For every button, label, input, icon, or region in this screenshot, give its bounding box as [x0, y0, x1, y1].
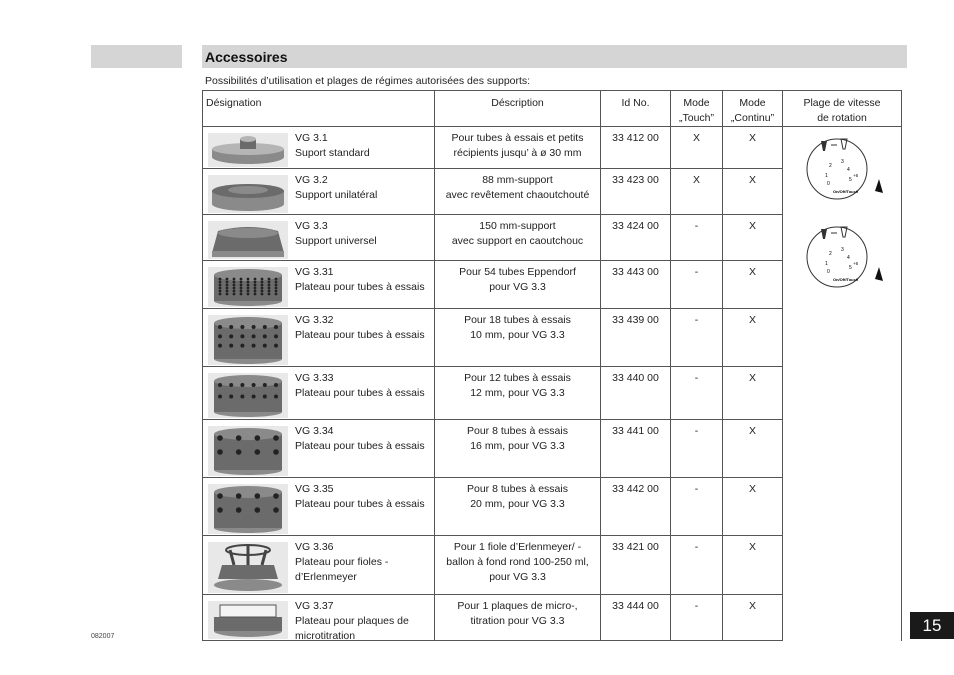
accessory-name-2: d’Erlenmeyer — [295, 571, 357, 583]
accessory-code: VG 3.31 — [295, 266, 334, 278]
mode-touch-cell: - — [671, 367, 723, 420]
accessory-name: Suport standard — [295, 147, 370, 159]
margin-bar — [91, 45, 182, 68]
id-cell: 33 421 00 — [601, 536, 671, 595]
description-cell — [435, 595, 601, 641]
dial-tick-label: 5 — [849, 177, 852, 183]
table-row — [203, 215, 902, 261]
mode-continu-line1: Mode — [739, 97, 766, 109]
dial-max-label: +6 — [853, 173, 859, 178]
mode-touch-cell: - — [671, 309, 723, 367]
accessory-code: VG 3.37 — [295, 600, 334, 612]
description-cell — [435, 169, 601, 215]
dial-tick-label: 1 — [825, 260, 828, 267]
table-row — [203, 127, 902, 169]
table-header-row — [203, 91, 902, 127]
mode-continu-cell: X — [723, 536, 783, 595]
dial-max-label: +6 — [853, 260, 859, 266]
accessory-desc-2: avec revêtement chaoutchouté — [445, 189, 590, 201]
designation-cell — [203, 127, 435, 169]
speed-line1: Plage de vitesse — [803, 97, 881, 109]
id-cell: 33 442 00 — [601, 478, 671, 536]
accessory-name: Support unilatéral — [295, 189, 378, 201]
col-header-description: Déscription — [435, 91, 601, 127]
accessory-name-2: microtitration — [295, 630, 356, 642]
accessory-desc-1: Pour 54 tubes Eppendorf — [459, 266, 576, 278]
page-title: Accessoires — [205, 49, 288, 65]
designation-cell — [203, 169, 435, 215]
designation-cell — [203, 595, 435, 641]
accessory-name: Plateau pour tubes à essais — [295, 498, 425, 510]
designation-cell — [203, 367, 435, 420]
accessory-desc-2: titration pour VG 3.3 — [470, 615, 565, 627]
id-cell: 33 440 00 — [601, 367, 671, 420]
accessory-name: Support universel — [295, 235, 377, 247]
mode-continu-cell: X — [723, 127, 783, 169]
mode-continu-cell: X — [723, 595, 783, 641]
mode-touch-cell: - — [671, 536, 723, 595]
page-subtitle: Possibilités d’utilisation et plages de régimes autorisées des supports: — [205, 75, 531, 87]
mode-touch-cell: X — [671, 169, 723, 215]
mode-touch-line2: „Touch” — [678, 112, 714, 124]
dial-tick-label: 2 — [829, 163, 832, 169]
accessories-table — [202, 90, 902, 641]
id-cell: 33 424 00 — [601, 215, 671, 261]
dial-tick-label: 4 — [847, 254, 850, 261]
dial-tick-label: 0 — [827, 268, 830, 275]
accessory-image — [208, 601, 288, 644]
accessory-code: VG 3.35 — [295, 483, 334, 495]
dial-tick-label: 0 — [827, 181, 830, 187]
col-header-id: Id No. — [601, 91, 671, 127]
accessory-desc-1: Pour 1 plaques de micro-, — [457, 600, 578, 612]
accessory-image — [208, 373, 288, 423]
dial-tick-label: 1 — [825, 173, 828, 179]
accessory-name: Plateau pour tubes à essais — [295, 281, 425, 293]
mode-continu-cell: X — [723, 261, 783, 309]
designation-cell — [203, 536, 435, 595]
mode-touch-cell: - — [671, 261, 723, 309]
mode-touch-line1: Mode — [683, 97, 710, 109]
accessory-code: VG 3.3 — [295, 220, 328, 232]
description-cell — [435, 261, 601, 309]
mode-touch-cell: - — [671, 478, 723, 536]
description-cell — [435, 127, 601, 169]
id-cell: 33 439 00 — [601, 309, 671, 367]
dial-tick-label: 3 — [841, 246, 844, 253]
speed-range-cell — [783, 127, 902, 215]
dial-tick-label: 3 — [841, 159, 844, 165]
mode-continu-cell: X — [723, 367, 783, 420]
accessory-code: VG 3.32 — [295, 314, 334, 326]
description-cell — [435, 309, 601, 367]
accessory-name: Plateau pour tubes à essais — [295, 329, 425, 341]
id-cell: 33 444 00 — [601, 595, 671, 641]
accessory-desc-1: 150 mm-support — [479, 220, 556, 232]
description-cell — [435, 536, 601, 595]
description-cell — [435, 215, 601, 261]
id-cell: 33 423 00 — [601, 169, 671, 215]
mode-touch-cell: - — [671, 595, 723, 641]
accessory-desc-2: avec support en caoutchouc — [451, 235, 584, 247]
col-header-designation: Désignation — [203, 91, 435, 127]
accessory-desc-2: ballon à fond rond 100-250 ml, — [446, 556, 589, 568]
accessory-image — [208, 315, 288, 370]
col-header-speed-range — [783, 91, 902, 127]
accessory-code: VG 3.2 — [295, 174, 328, 186]
description-cell — [435, 420, 601, 478]
accessory-code: VG 3.34 — [295, 425, 334, 437]
accessory-desc-1: Pour tubes à essais et petits — [451, 132, 584, 144]
dial-tick-label: 4 — [847, 167, 850, 173]
accessory-name: Plateau pour tubes à essais — [295, 440, 425, 452]
speed-dial-graphic — [797, 133, 887, 203]
page-number: 15 — [910, 612, 954, 639]
accessory-desc-2: 10 mm, pour VG 3.3 — [470, 329, 565, 341]
accessory-desc-2: 16 mm, pour VG 3.3 — [470, 440, 565, 452]
mode-continu-cell: X — [723, 420, 783, 478]
accessory-desc-1: Pour 18 tubes à essais — [464, 314, 571, 326]
id-cell: 33 441 00 — [601, 420, 671, 478]
col-header-mode-touch — [671, 91, 723, 127]
accessory-image — [208, 175, 288, 218]
accessory-desc-2: pour VG 3.3 — [489, 281, 546, 293]
accessory-image — [208, 133, 288, 172]
accessory-code: VG 3.1 — [295, 132, 328, 144]
accessory-name: Plateau pour plaques de — [295, 615, 409, 627]
mode-continu-cell: X — [723, 215, 783, 261]
dial-tick-label: 2 — [829, 250, 832, 257]
mode-continu-cell: X — [723, 309, 783, 367]
accessory-desc-1: Pour 1 fiole d’Erlenmeyer/ - — [453, 541, 582, 553]
description-cell — [435, 367, 601, 420]
accessory-image — [208, 484, 288, 539]
accessory-code: VG 3.36 — [295, 541, 334, 553]
mode-touch-cell: X — [671, 127, 723, 169]
section-header-bar — [202, 45, 907, 68]
accessory-name: Plateau pour fioles - — [295, 556, 389, 568]
accessory-desc-1: Pour 8 tubes à essais — [467, 483, 568, 495]
designation-cell — [203, 420, 435, 478]
accessory-desc-1: Pour 12 tubes à essais — [464, 372, 571, 384]
accessory-image — [208, 542, 288, 598]
designation-cell — [203, 478, 435, 536]
accessory-name: Plateau pour tubes à essais — [295, 387, 425, 399]
accessory-desc-3: pour VG 3.3 — [489, 571, 546, 583]
designation-cell — [203, 309, 435, 367]
mode-touch-cell: - — [671, 215, 723, 261]
accessory-image — [208, 426, 288, 481]
accessory-desc-2: 20 mm, pour VG 3.3 — [470, 498, 565, 510]
designation-cell — [203, 215, 435, 261]
id-cell: 33 443 00 — [601, 261, 671, 309]
accessory-desc-2: 12 mm, pour VG 3.3 — [470, 387, 565, 399]
doc-code: 082007 — [91, 633, 115, 640]
mode-continu-cell: X — [723, 169, 783, 215]
accessory-image — [208, 221, 288, 264]
id-cell: 33 412 00 — [601, 127, 671, 169]
accessory-code: VG 3.33 — [295, 372, 334, 384]
mode-continu-line2: „Continu” — [730, 112, 775, 124]
speed-dial-graphic — [797, 221, 887, 291]
speed-line2: de rotation — [817, 112, 867, 124]
accessory-desc-1: Pour 8 tubes à essais — [467, 425, 568, 437]
accessory-desc-1: 88 mm-support — [482, 174, 553, 186]
description-cell — [435, 478, 601, 536]
speed-range-cell — [783, 215, 902, 641]
mode-touch-cell: - — [671, 420, 723, 478]
accessory-image — [208, 267, 288, 312]
dial-tick-label: 5 — [849, 264, 852, 271]
mode-continu-cell: X — [723, 478, 783, 536]
dial-onoff-label: On/Off/Touch — [833, 189, 859, 194]
dial-onoff-label: On/Off/Touch — [833, 276, 859, 282]
designation-cell — [203, 261, 435, 309]
accessory-desc-2: récipients jusqu’ à ø 30 mm — [453, 147, 582, 159]
col-header-mode-continu — [723, 91, 783, 127]
